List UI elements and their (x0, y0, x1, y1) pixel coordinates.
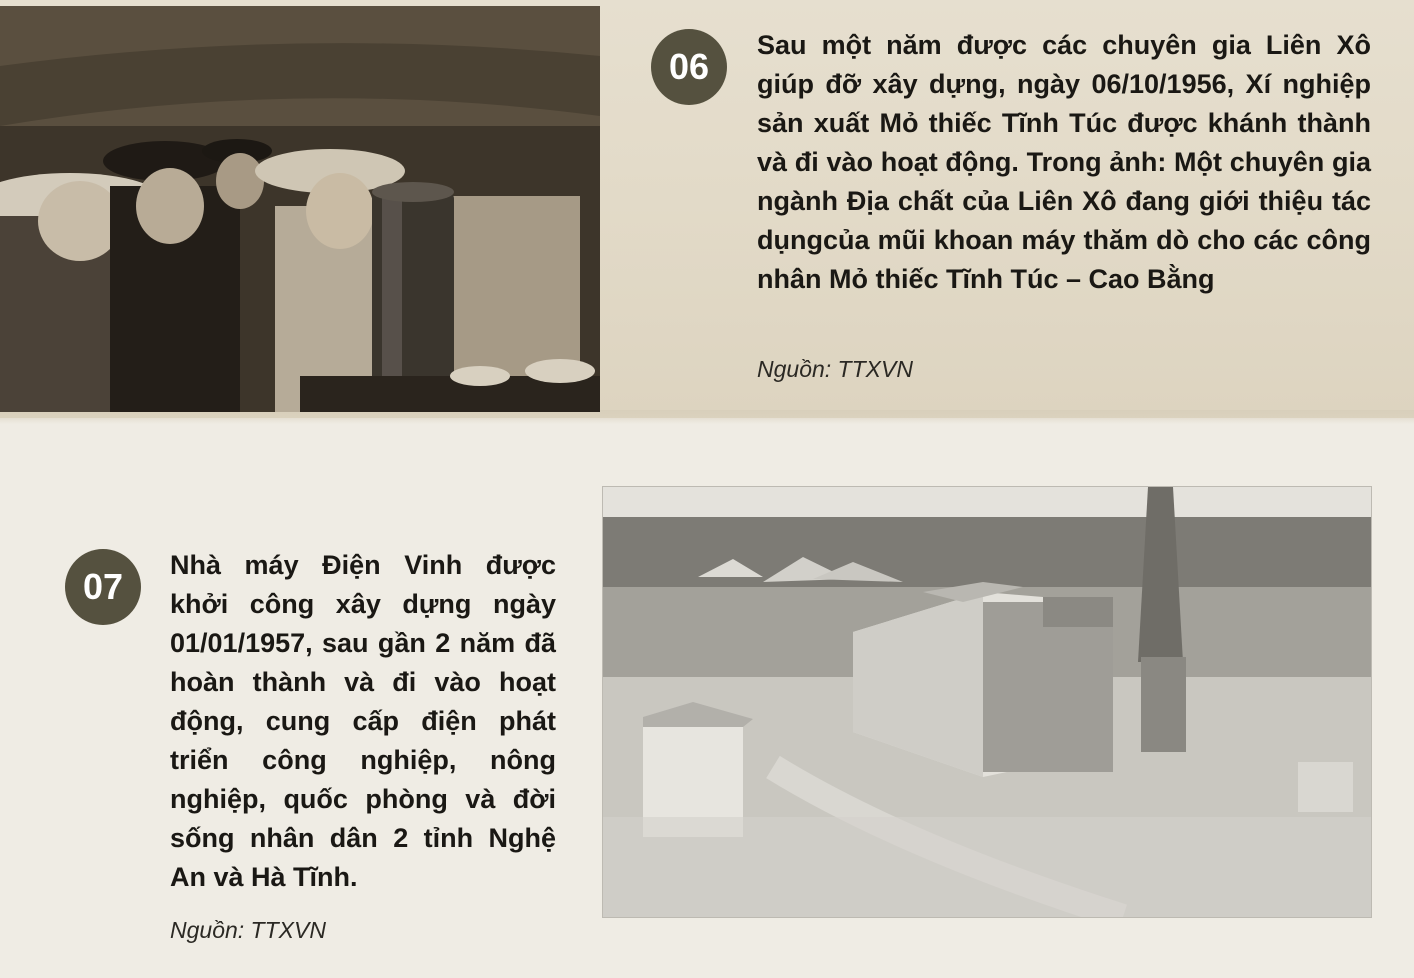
item-number-07: 07 (65, 549, 141, 625)
source-06: Nguồn: TTXVN (757, 356, 913, 382)
source-07: Nguồn: TTXVN (170, 917, 326, 943)
photo-07-vinh-power-plant (602, 486, 1372, 918)
caption-07: Nhà máy Điện Vinh được khởi công xây dựng ngày 01/01/1957, sau gần 2 năm đã hoàn thành và đi vào hoạt động, cung cấp điện phát triển công nghiệp, nông nghiệp, quốc phòng và đời sống nhân dân 2 tỉnh Nghệ An và Hà Tĩnh. (170, 550, 556, 892)
caption-06: Sau một năm được các chuyên gia Liên Xô giúp đỡ xây dựng, ngày 06/10/1956, Xí nghiệp sản xuất Mỏ thiếc Tĩnh Túc được khánh thành và đi vào hoạt động. Trong ảnh: Một chuyên gia ngành Địa chất của Liên Xô đang giới thiệu tác dụngcủa mũi khoan máy thăm dò cho các công nhân Mỏ thiếc Tĩnh Túc – Cao Bằng (757, 30, 1371, 294)
torn-paper-edge (0, 410, 1414, 424)
photo-06-drill-demonstration (0, 6, 600, 412)
item-number-06: 06 (651, 29, 727, 105)
